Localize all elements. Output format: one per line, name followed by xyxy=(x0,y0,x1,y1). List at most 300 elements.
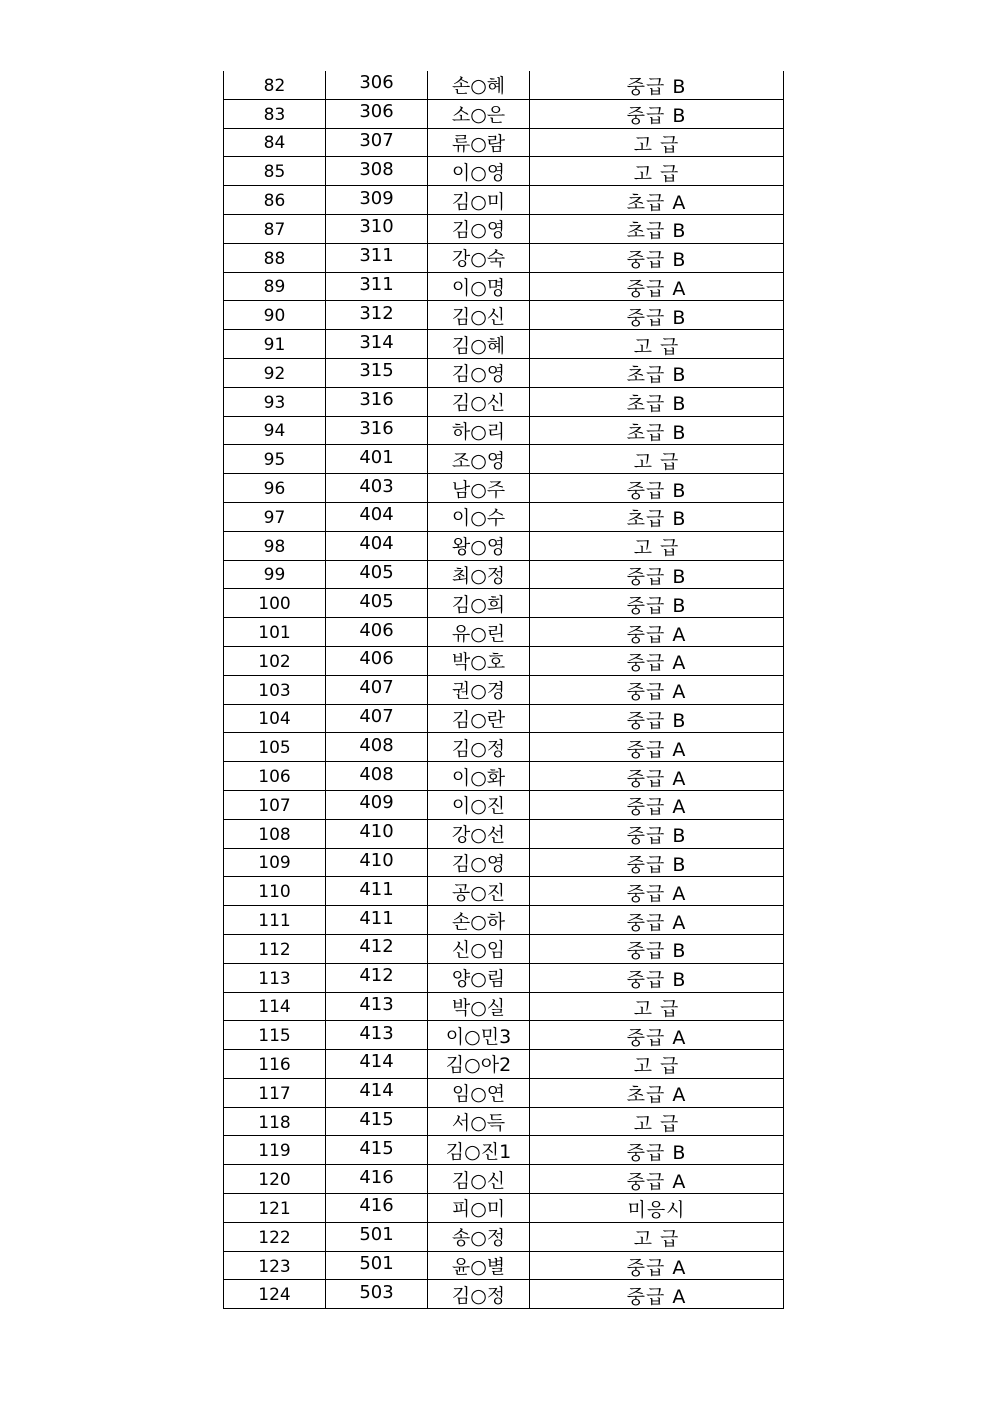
table-row xyxy=(224,1251,784,1280)
roster-sheet xyxy=(223,71,783,1309)
level-cell xyxy=(530,877,784,906)
room-number-cell xyxy=(326,877,428,906)
row-number-text: 106 xyxy=(258,767,291,788)
student-name-text: 공○진 xyxy=(451,881,506,904)
student-name-cell xyxy=(428,99,530,128)
table-row xyxy=(224,243,784,272)
table-row xyxy=(224,531,784,560)
table-row xyxy=(224,906,784,935)
level-cell xyxy=(530,992,784,1021)
level-text: 중급 B xyxy=(626,709,687,732)
student-name-cell xyxy=(428,157,530,186)
student-name-text: 신○임 xyxy=(451,939,506,962)
level-cell xyxy=(530,1194,784,1223)
student-name-text: 김○란 xyxy=(451,708,506,731)
level-cell xyxy=(530,704,784,733)
student-name-text: 왕○영 xyxy=(451,536,506,559)
room-number-cell xyxy=(326,387,428,416)
row-number-cell xyxy=(224,157,326,186)
room-number-cell xyxy=(326,1165,428,1194)
student-name-text: 김○영 xyxy=(451,363,506,386)
student-name-text: 김○정 xyxy=(451,737,506,760)
room-number-cell xyxy=(326,1107,428,1136)
level-cell xyxy=(530,646,784,675)
room-number-cell xyxy=(326,243,428,272)
row-number-cell xyxy=(224,1280,326,1309)
student-name-cell xyxy=(428,445,530,474)
row-number-text: 88 xyxy=(263,248,286,269)
room-number-cell xyxy=(326,330,428,359)
row-number-cell xyxy=(224,1251,326,1280)
level-text: 중급 B xyxy=(626,853,687,876)
level-text: 초급 B xyxy=(626,508,687,531)
room-number-text: 311 xyxy=(359,273,394,295)
row-number-text: 116 xyxy=(258,1054,291,1075)
row-number-text: 85 xyxy=(263,162,286,183)
student-name-text: 양○림 xyxy=(451,968,506,991)
row-number-cell xyxy=(224,502,326,531)
row-number-text: 110 xyxy=(258,882,291,903)
row-number-cell xyxy=(224,618,326,647)
row-number-text: 97 xyxy=(263,507,286,528)
room-number-cell xyxy=(326,157,428,186)
room-number-text: 410 xyxy=(359,849,394,871)
level-text: 고 급 xyxy=(633,1113,680,1136)
room-number-cell xyxy=(326,1280,428,1309)
row-number-text: 113 xyxy=(258,968,291,989)
table-row xyxy=(224,301,784,330)
level-cell xyxy=(530,243,784,272)
table-row xyxy=(224,214,784,243)
level-text: 중급 B xyxy=(626,306,687,329)
room-number-text: 315 xyxy=(359,360,394,382)
student-name-cell xyxy=(428,790,530,819)
student-name-cell xyxy=(428,1050,530,1079)
level-cell xyxy=(530,214,784,243)
level-cell xyxy=(530,906,784,935)
student-name-cell xyxy=(428,762,530,791)
row-number-text: 107 xyxy=(258,795,291,816)
room-number-text: 411 xyxy=(359,907,394,929)
level-text: 중급 B xyxy=(626,565,687,588)
row-number-text: 84 xyxy=(263,133,286,154)
room-number-text: 404 xyxy=(359,533,394,555)
student-name-cell xyxy=(428,618,530,647)
student-name-text: 손○하 xyxy=(451,910,506,933)
row-number-text: 101 xyxy=(258,623,291,644)
student-name-text: 박○실 xyxy=(451,996,506,1019)
student-name-text: 이○수 xyxy=(451,507,506,530)
table-row xyxy=(224,877,784,906)
row-number-cell xyxy=(224,71,326,99)
level-cell xyxy=(530,99,784,128)
level-text: 고 급 xyxy=(633,1055,680,1078)
level-cell xyxy=(530,1021,784,1050)
row-number-text: 82 xyxy=(263,75,286,96)
student-name-cell xyxy=(428,934,530,963)
row-number-text: 120 xyxy=(258,1170,291,1191)
room-number-text: 312 xyxy=(359,302,394,324)
row-number-cell xyxy=(224,992,326,1021)
level-text: 중급 A xyxy=(626,652,687,675)
row-number-text: 104 xyxy=(258,709,291,730)
row-number-cell xyxy=(224,128,326,157)
student-name-cell xyxy=(428,474,530,503)
table-row xyxy=(224,1280,784,1309)
room-number-cell xyxy=(326,416,428,445)
table-row xyxy=(224,157,784,186)
room-number-cell xyxy=(326,71,428,99)
room-number-cell xyxy=(326,301,428,330)
row-number-cell xyxy=(224,877,326,906)
student-name-cell xyxy=(428,675,530,704)
student-name-cell xyxy=(428,1078,530,1107)
room-number-text: 407 xyxy=(359,677,394,699)
level-text: 고 급 xyxy=(633,1228,680,1251)
level-cell xyxy=(530,1078,784,1107)
row-number-text: 112 xyxy=(258,939,291,960)
table-row xyxy=(224,330,784,359)
level-cell xyxy=(530,445,784,474)
row-number-text: 119 xyxy=(258,1141,291,1162)
level-cell xyxy=(530,589,784,618)
room-number-cell xyxy=(326,474,428,503)
row-number-text: 124 xyxy=(258,1285,291,1306)
row-number-text: 109 xyxy=(258,853,291,874)
level-text: 고 급 xyxy=(633,537,680,560)
table-row xyxy=(224,1222,784,1251)
level-cell xyxy=(530,733,784,762)
student-name-cell xyxy=(428,301,530,330)
room-number-cell xyxy=(326,963,428,992)
level-cell xyxy=(530,675,784,704)
table-row xyxy=(224,502,784,531)
row-number-cell xyxy=(224,531,326,560)
student-name-cell xyxy=(428,358,530,387)
table-row xyxy=(224,1078,784,1107)
row-number-cell xyxy=(224,186,326,215)
level-text: 고 급 xyxy=(633,997,680,1020)
row-number-cell xyxy=(224,445,326,474)
room-number-text: 307 xyxy=(359,129,394,151)
table-row xyxy=(224,1021,784,1050)
student-name-cell xyxy=(428,646,530,675)
student-name-text: 강○선 xyxy=(451,824,506,847)
student-name-text: 류○람 xyxy=(451,132,506,155)
row-number-cell xyxy=(224,704,326,733)
student-name-text: 피○미 xyxy=(451,1198,506,1221)
level-text: 중급 B xyxy=(626,825,687,848)
row-number-cell xyxy=(224,474,326,503)
level-text: 고 급 xyxy=(633,162,680,185)
row-number-text: 100 xyxy=(258,594,291,615)
level-cell xyxy=(530,1136,784,1165)
level-cell xyxy=(530,1222,784,1251)
table-row xyxy=(224,1194,784,1223)
student-name-cell xyxy=(428,1165,530,1194)
student-name-text: 이○진 xyxy=(451,795,506,818)
table-row xyxy=(224,675,784,704)
row-number-text: 105 xyxy=(258,738,291,759)
level-text: 중급 A xyxy=(626,623,687,646)
student-name-text: 김○신 xyxy=(451,305,506,328)
table-row xyxy=(224,704,784,733)
row-number-text: 89 xyxy=(263,277,286,298)
level-cell xyxy=(530,618,784,647)
level-text: 중급 A xyxy=(626,882,687,905)
level-cell xyxy=(530,963,784,992)
room-number-cell xyxy=(326,1222,428,1251)
row-number-text: 122 xyxy=(258,1227,291,1248)
student-name-text: 서○득 xyxy=(451,1112,506,1135)
room-number-cell xyxy=(326,214,428,243)
room-number-text: 407 xyxy=(359,705,394,727)
level-text: 초급 B xyxy=(626,421,687,444)
level-cell xyxy=(530,1050,784,1079)
student-name-text: 강○숙 xyxy=(451,248,506,271)
row-number-cell xyxy=(224,646,326,675)
room-number-text: 415 xyxy=(359,1137,394,1159)
room-number-text: 310 xyxy=(359,216,394,238)
student-name-text: 소○은 xyxy=(451,104,506,127)
row-number-cell xyxy=(224,416,326,445)
level-cell xyxy=(530,762,784,791)
row-number-cell xyxy=(224,272,326,301)
student-name-text: 송○정 xyxy=(451,1227,506,1250)
room-number-cell xyxy=(326,358,428,387)
room-number-text: 408 xyxy=(359,734,394,756)
level-cell xyxy=(530,502,784,531)
row-number-text: 83 xyxy=(263,104,286,125)
row-number-text: 102 xyxy=(258,651,291,672)
row-number-cell xyxy=(224,848,326,877)
room-number-cell xyxy=(326,1194,428,1223)
student-name-cell xyxy=(428,272,530,301)
table-row xyxy=(224,358,784,387)
level-text: 초급 B xyxy=(626,220,687,243)
room-number-text: 503 xyxy=(359,1281,394,1303)
room-number-cell xyxy=(326,272,428,301)
roster-body xyxy=(224,71,784,1309)
level-text: 초급 A xyxy=(626,191,687,214)
row-number-cell xyxy=(224,1136,326,1165)
room-number-text: 411 xyxy=(359,878,394,900)
row-number-cell xyxy=(224,675,326,704)
student-name-text: 하○리 xyxy=(451,420,506,443)
student-name-text: 김○희 xyxy=(451,593,506,616)
row-number-cell xyxy=(224,934,326,963)
row-number-text: 111 xyxy=(258,911,291,931)
table-row xyxy=(224,762,784,791)
row-number-text: 87 xyxy=(263,219,286,240)
room-number-cell xyxy=(326,186,428,215)
level-cell xyxy=(530,531,784,560)
room-number-cell xyxy=(326,934,428,963)
room-number-cell xyxy=(326,790,428,819)
table-row xyxy=(224,963,784,992)
student-name-cell xyxy=(428,531,530,560)
student-name-cell xyxy=(428,186,530,215)
level-text: 중급 A xyxy=(626,1257,687,1280)
room-number-text: 311 xyxy=(359,245,394,267)
table-row xyxy=(224,1136,784,1165)
student-name-text: 임○연 xyxy=(451,1083,506,1106)
room-number-text: 415 xyxy=(359,1109,394,1131)
table-row xyxy=(224,416,784,445)
room-number-cell xyxy=(326,445,428,474)
row-number-cell xyxy=(224,1107,326,1136)
room-number-cell xyxy=(326,675,428,704)
row-number-text: 114 xyxy=(258,997,291,1018)
level-cell xyxy=(530,186,784,215)
level-cell xyxy=(530,416,784,445)
student-name-cell xyxy=(428,819,530,848)
level-text: 중급 A xyxy=(626,1026,687,1049)
student-name-cell xyxy=(428,416,530,445)
student-name-cell xyxy=(428,877,530,906)
roster-table xyxy=(223,71,784,1309)
level-cell xyxy=(530,934,784,963)
row-number-text: 108 xyxy=(258,824,291,845)
room-number-cell xyxy=(326,1251,428,1280)
level-text: 초급 A xyxy=(626,1084,687,1107)
row-number-cell xyxy=(224,301,326,330)
level-cell xyxy=(530,387,784,416)
table-row xyxy=(224,819,784,848)
level-cell xyxy=(530,301,784,330)
room-number-text: 414 xyxy=(359,1080,394,1102)
student-name-text: 윤○별 xyxy=(451,1256,506,1279)
student-name-text: 김○미 xyxy=(451,190,506,213)
room-number-cell xyxy=(326,531,428,560)
row-number-cell xyxy=(224,330,326,359)
row-number-cell xyxy=(224,1021,326,1050)
level-cell xyxy=(530,819,784,848)
level-text: 중급 B xyxy=(626,940,687,963)
table-row xyxy=(224,1107,784,1136)
row-number-text: 117 xyxy=(258,1083,291,1104)
level-text: 중급 A xyxy=(626,277,687,300)
room-number-text: 316 xyxy=(359,417,394,439)
level-text: 중급 B xyxy=(626,479,687,502)
student-name-text: 김○영 xyxy=(451,852,506,875)
room-number-cell xyxy=(326,1136,428,1165)
row-number-text: 93 xyxy=(263,392,286,413)
student-name-text: 김○혜 xyxy=(451,334,506,357)
student-name-cell xyxy=(428,214,530,243)
table-row xyxy=(224,618,784,647)
room-number-text: 501 xyxy=(359,1253,394,1275)
room-number-text: 306 xyxy=(359,72,394,94)
room-number-text: 409 xyxy=(359,792,394,814)
room-number-text: 413 xyxy=(359,1022,394,1044)
level-text: 중급 B xyxy=(626,76,687,99)
student-name-text: 권○경 xyxy=(451,680,506,703)
level-text: 중급 A xyxy=(626,796,687,819)
level-cell xyxy=(530,1251,784,1280)
level-text: 중급 B xyxy=(626,249,687,272)
student-name-cell xyxy=(428,733,530,762)
level-cell xyxy=(530,560,784,589)
student-name-text: 유○린 xyxy=(451,622,506,645)
table-row xyxy=(224,1050,784,1079)
room-number-cell xyxy=(326,733,428,762)
level-text: 중급 B xyxy=(626,105,687,128)
room-number-cell xyxy=(326,1021,428,1050)
student-name-text: 이○명 xyxy=(451,276,506,299)
room-number-text: 416 xyxy=(359,1166,394,1188)
student-name-text: 김○영 xyxy=(451,219,506,242)
table-row xyxy=(224,1165,784,1194)
row-number-cell xyxy=(224,1078,326,1107)
room-number-cell xyxy=(326,646,428,675)
table-row xyxy=(224,560,784,589)
room-number-text: 406 xyxy=(359,619,394,641)
row-number-text: 95 xyxy=(263,450,286,471)
student-name-text: 김○아2 xyxy=(445,1054,512,1077)
row-number-cell xyxy=(224,243,326,272)
student-name-text: 김○신 xyxy=(451,392,506,415)
student-name-text: 최○정 xyxy=(451,564,506,587)
row-number-text: 91 xyxy=(263,335,286,356)
row-number-cell xyxy=(224,1165,326,1194)
room-number-cell xyxy=(326,99,428,128)
student-name-cell xyxy=(428,848,530,877)
level-text: 고 급 xyxy=(633,450,680,473)
table-row xyxy=(224,71,784,99)
row-number-cell xyxy=(224,214,326,243)
student-name-cell xyxy=(428,1222,530,1251)
row-number-cell xyxy=(224,358,326,387)
row-number-text: 90 xyxy=(263,306,286,327)
student-name-text: 이○영 xyxy=(451,161,506,184)
row-number-cell xyxy=(224,1050,326,1079)
level-text: 초급 B xyxy=(626,364,687,387)
student-name-cell xyxy=(428,1136,530,1165)
row-number-cell xyxy=(224,906,326,935)
room-number-text: 412 xyxy=(359,936,394,958)
table-row xyxy=(224,445,784,474)
row-number-cell xyxy=(224,733,326,762)
room-number-cell xyxy=(326,1050,428,1079)
table-row xyxy=(224,128,784,157)
student-name-text: 이○화 xyxy=(451,766,506,789)
row-number-cell xyxy=(224,762,326,791)
level-cell xyxy=(530,272,784,301)
table-row xyxy=(224,646,784,675)
level-text: 미응시 xyxy=(627,1199,686,1222)
room-number-text: 406 xyxy=(359,648,394,670)
level-text: 고 급 xyxy=(633,335,680,358)
level-text: 중급 A xyxy=(626,1170,687,1193)
row-number-cell xyxy=(224,560,326,589)
row-number-text: 121 xyxy=(258,1198,291,1219)
room-number-text: 316 xyxy=(359,389,394,411)
level-text: 중급 A xyxy=(626,681,687,704)
row-number-cell xyxy=(224,1222,326,1251)
level-cell xyxy=(530,330,784,359)
level-text: 중급 A xyxy=(626,767,687,790)
table-row xyxy=(224,99,784,128)
room-number-text: 308 xyxy=(359,158,394,180)
room-number-cell xyxy=(326,1078,428,1107)
level-cell xyxy=(530,1107,784,1136)
student-name-cell xyxy=(428,128,530,157)
student-name-cell xyxy=(428,1194,530,1223)
level-text: 중급 A xyxy=(626,1285,687,1308)
row-number-text: 98 xyxy=(263,536,286,557)
table-row xyxy=(224,790,784,819)
